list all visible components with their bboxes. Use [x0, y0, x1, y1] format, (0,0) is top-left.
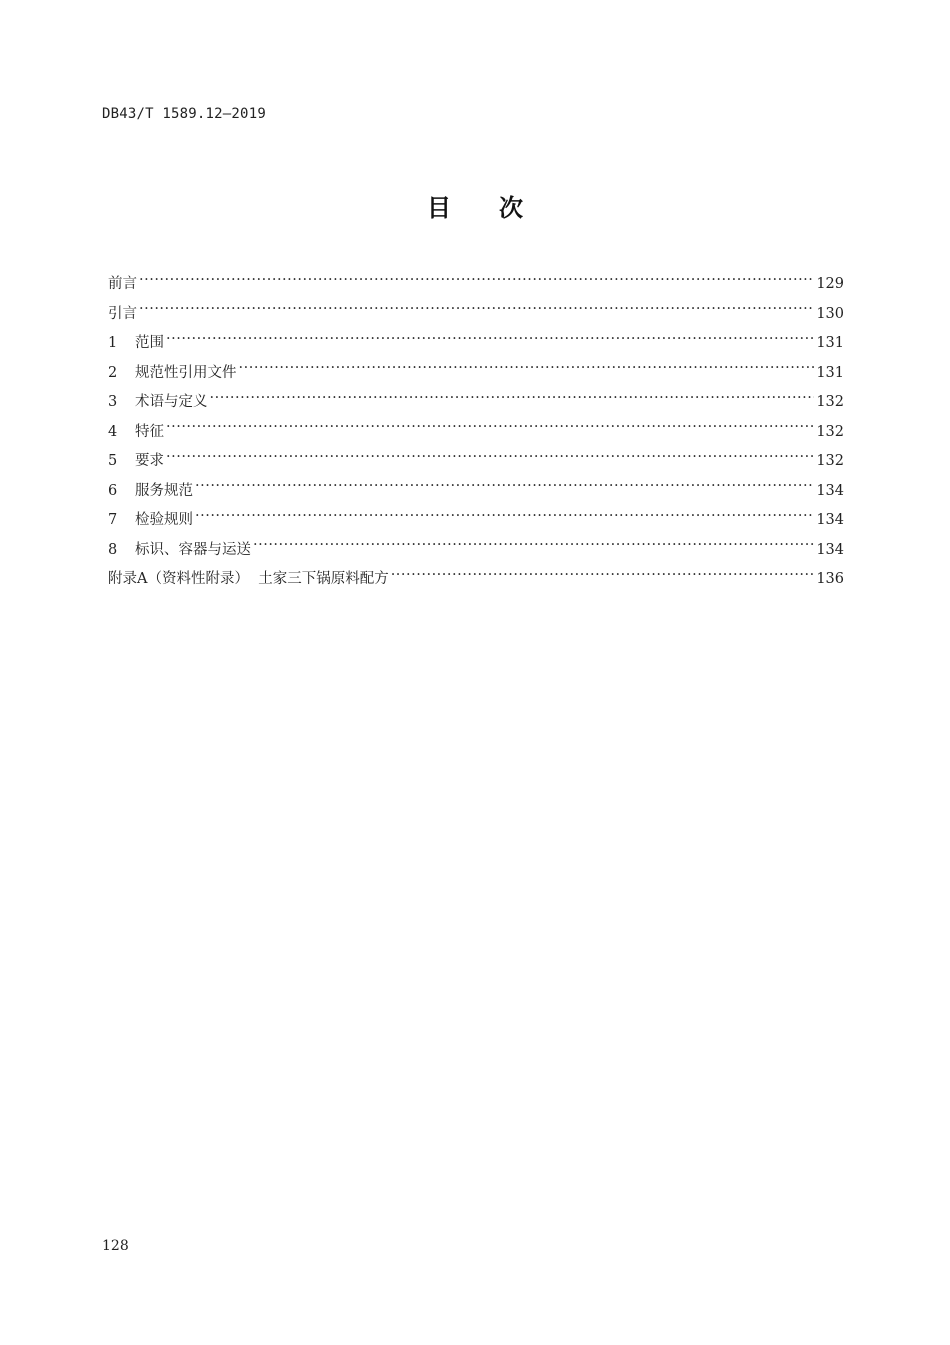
- toc-entry-page: 130: [816, 305, 844, 322]
- toc-entry-label: 特征: [135, 423, 164, 440]
- toc-entry-page: 131: [816, 335, 844, 351]
- page-number: 128: [102, 1238, 129, 1254]
- toc-entry-label: 检验规则: [135, 512, 193, 528]
- toc-leader-dots: [210, 392, 815, 407]
- toc-leader-dots: [239, 362, 815, 377]
- toc-entry-6[interactable]: [108, 479, 844, 509]
- toc-leader-dots: [195, 510, 814, 525]
- toc-entry-7[interactable]: [108, 508, 844, 538]
- toc-entry-label: 范围: [135, 335, 164, 351]
- toc-entry-5[interactable]: [108, 449, 844, 479]
- toc-entry-page: 132: [816, 394, 844, 410]
- toc-entry-label: 前言: [108, 276, 137, 292]
- toc-leader-dots: [253, 539, 814, 554]
- toc-entry-label: 规范性引用文件: [135, 364, 237, 381]
- toc-entry-label: 服务规范: [135, 482, 193, 499]
- toc-entry-page: 129: [816, 276, 844, 292]
- toc-entry-page: 132: [816, 423, 844, 440]
- toc-leader-dots: [166, 421, 814, 436]
- toc-entry-label: 引言: [108, 305, 137, 322]
- toc-entry-appendix-a[interactable]: [108, 567, 844, 597]
- toc-entry-page: 131: [816, 364, 844, 381]
- toc-entry-number: 5: [108, 453, 118, 469]
- toc-entry-introduction[interactable]: [108, 302, 844, 332]
- toc-leader-dots: [139, 274, 814, 289]
- toc-entry-label: 术语与定义: [135, 394, 208, 410]
- toc-entry-page: 134: [816, 482, 844, 499]
- toc-entry-2[interactable]: [108, 361, 844, 391]
- toc-entry-8[interactable]: [108, 538, 844, 568]
- toc-entry-number: 4: [108, 423, 118, 440]
- toc-entry-number: 7: [108, 512, 118, 528]
- toc-entry-number: 2: [108, 364, 118, 381]
- toc-entry-3[interactable]: [108, 390, 844, 420]
- toc-entry-label: 要求: [135, 453, 164, 469]
- toc-entry-number: 6: [108, 482, 118, 499]
- toc-entry-label: 标识、容器与运送: [135, 541, 251, 558]
- toc-entry-page: 136: [816, 571, 844, 587]
- toc-entry-1[interactable]: [108, 331, 844, 361]
- toc-leader-dots: [166, 333, 814, 348]
- toc-entry-foreword[interactable]: [108, 272, 844, 302]
- toc-leader-dots: [166, 451, 814, 466]
- toc-entry-label: 附录A（资料性附录） 土家三下锅原料配方: [108, 571, 389, 587]
- page-title: [0, 188, 950, 223]
- toc-entry-number: 3: [108, 394, 118, 410]
- toc-entry-number: 1: [108, 335, 118, 351]
- toc-entry-4[interactable]: [108, 420, 844, 450]
- toc-entry-page: 134: [816, 541, 844, 558]
- document-code: DB43/T 1589.12—2019: [102, 106, 266, 122]
- toc-leader-dots: [195, 480, 814, 495]
- toc-leader-dots: [139, 303, 814, 318]
- title-char-1: 目: [427, 194, 451, 222]
- toc-entry-page: 132: [816, 453, 844, 469]
- toc-entry-number: 8: [108, 541, 118, 558]
- toc-leader-dots: [391, 569, 815, 584]
- title-char-2: 次: [499, 194, 523, 222]
- table-of-contents: [108, 272, 844, 597]
- toc-entry-page: 134: [816, 512, 844, 528]
